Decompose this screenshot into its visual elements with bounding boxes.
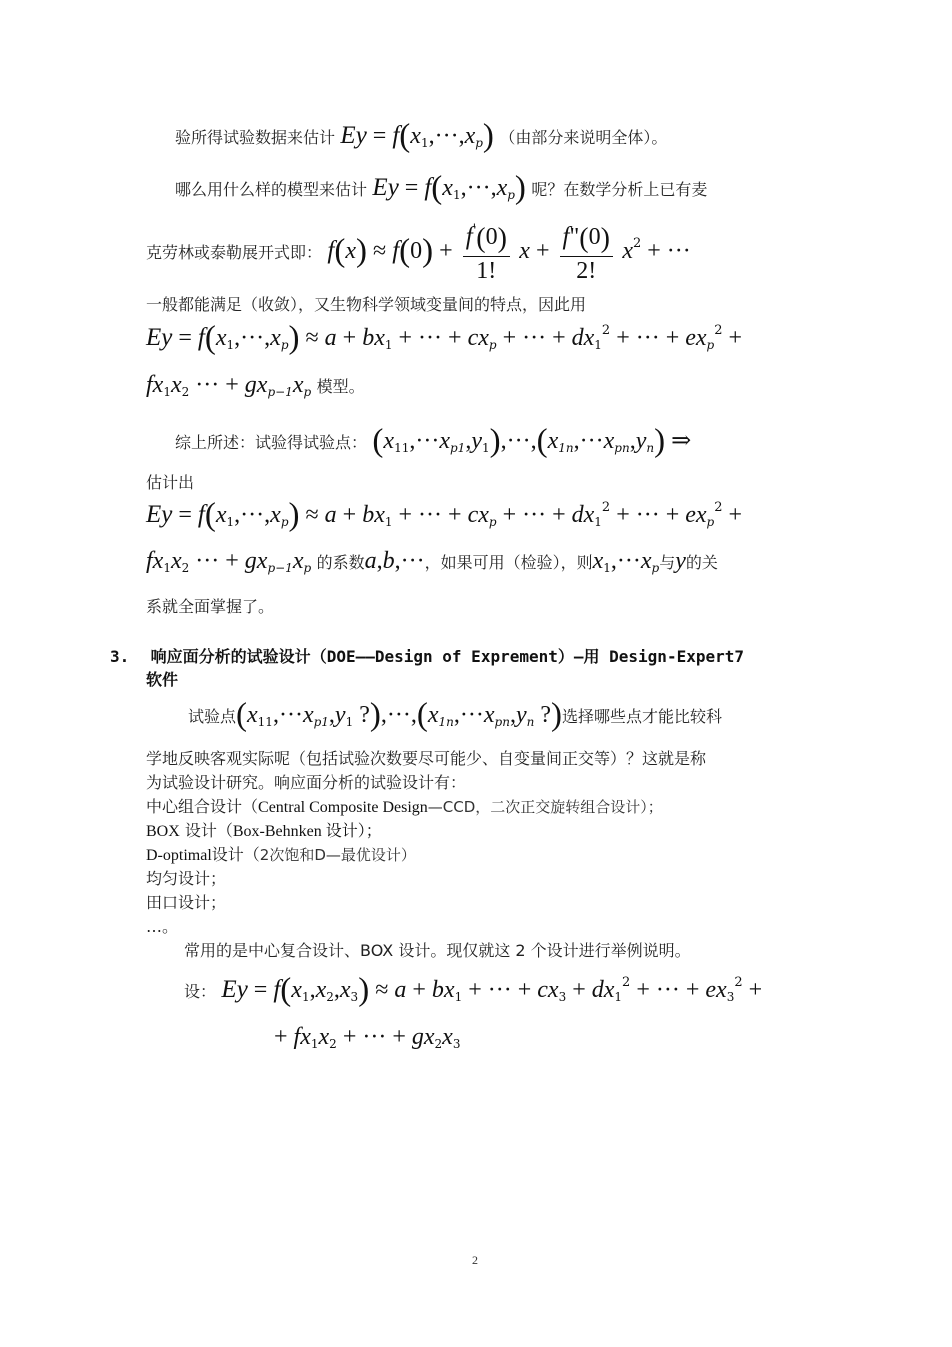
text: ，如果可用（检验），则	[424, 553, 593, 572]
formula-points: $(x_{11},\cdot\cdot\cdot x_{p1},y_1),\cdot\cdot\cdot,(x_{1n},\cdot\cdot\cdot x_{pn},y_n)$ ⇒	[372, 423, 692, 459]
formula-ey: $Ey = f(x_1,\cdot\cdot\cdot,x_p)$	[340, 118, 494, 154]
paragraph-line-1	[175, 118, 667, 155]
section-title-en: （DOE——Design of Exprement）—用 Design-Expert7	[310, 647, 745, 666]
list-item-text: 2次饱和D—最优设计）	[259, 846, 416, 864]
section-number: 3.	[110, 647, 130, 666]
paragraph-line-4	[146, 292, 586, 315]
text: 常用的是中心复合设计、BOX 设计。现仅就这 2 个设计进行举例说明。	[184, 941, 691, 960]
text: 学地反映客观实际呢（包括试验次数要尽可能少、自变量间正交等）？这就是称	[146, 749, 707, 768]
list-item-text: 均匀设计；	[146, 869, 227, 888]
list-item-text: 田口设计；	[146, 893, 227, 912]
formula-final: 设： $Ey = f(x_1,x_2,x_3) \approx a + bx_1$ + ··· + $cx_3 + dx_1^2$ + ··· + $ex_3^2$ +	[184, 972, 763, 1008]
list-item-text: BOX	[146, 823, 180, 840]
text: 试验点	[188, 707, 237, 726]
list-item-text: 中心组合设计（	[146, 797, 259, 816]
text: 设：	[184, 982, 217, 1001]
text: 哪么用什么样的模型来估计	[175, 180, 368, 199]
list-item	[146, 794, 663, 817]
list-item-text: 设计（	[179, 821, 233, 840]
text: 为试验设计研究。响应面分析的试验设计有：	[146, 773, 467, 792]
text: 验所得试验数据来估计	[175, 128, 336, 147]
text: 选择哪些点才能比较科	[562, 707, 723, 726]
paragraph-line-14	[146, 770, 466, 793]
paragraph-line-15	[184, 938, 691, 961]
list-item	[146, 866, 226, 889]
paragraph-line-7	[175, 423, 691, 460]
paragraph-line-2	[175, 170, 707, 207]
text: 呢？在数学分析上已有麦	[531, 180, 708, 199]
formula-maclaurin: f(x) ≈ f(0) + $\frac{f'(0)}{1!}$ x + $\frac{f"(0)}{2!}$ $x^2$ + ···	[327, 222, 691, 284]
text: 的系数	[316, 553, 365, 572]
section-title-cont: 软件	[146, 670, 179, 689]
list-item-text: …。	[146, 917, 179, 936]
text: 模型。	[316, 377, 365, 396]
text: 的关	[685, 553, 718, 572]
formula-ey: $Ey = f(x_1,\cdot\cdot\cdot,x_p)$	[372, 170, 526, 206]
paragraph-line-12	[188, 697, 722, 734]
paragraph-line-11	[146, 594, 274, 617]
text: 一般都能满足（收敛），又生物科学领域变量间的特点，因此用	[146, 295, 587, 314]
formula-model-1: $Ey = f(x_1,\cdot\cdot\cdot,x_p) \approx a + bx_1$ + ··· + $cx_p$ + ··· + $dx_1^2$ + ··· + $ex_p^2$ +	[146, 320, 743, 356]
list-item	[146, 842, 416, 865]
text: 系就全面掌握了。	[146, 597, 275, 616]
list-item	[146, 890, 226, 913]
text: 与	[659, 553, 676, 572]
paragraph-line-13	[146, 746, 706, 769]
section-title-cn: 响应面分析的试验设计	[150, 647, 311, 666]
list-item	[146, 914, 178, 937]
text: 克劳林或泰勒展开式即：	[146, 243, 323, 262]
section-heading-cont	[146, 667, 178, 690]
paragraph-line-10: $fx_1x_2$ ··· + $gx_{p-1}x_p$ 的系数a,b,···，如果可用（检验），则$x_1,\cdot\cdot\cdot x_p$与y的关	[146, 548, 718, 575]
formula-final-cont: + $fx_1x_2$ + ··· + $gx_2x_3$	[274, 1024, 461, 1051]
page-number: 2	[472, 1253, 478, 1267]
list-item-text: D-optimal	[146, 847, 212, 864]
text: 估计出	[146, 473, 195, 492]
text: （由部分来说明全体）。	[499, 128, 668, 147]
paragraph-line-8	[146, 470, 194, 493]
list-item-text: Box-Behnken 设计）；	[232, 823, 382, 840]
section-heading	[110, 644, 744, 667]
formula-model-1-cont: $fx_1x_2$ ··· + $gx_{p-1}x_p$ 模型。	[146, 372, 365, 399]
paragraph-line-3	[146, 222, 691, 285]
list-item-text: 设计（	[211, 845, 260, 864]
formula-model-2: $Ey = f(x_1,\cdot\cdot\cdot,x_p) \approx a + bx_1$ + ··· + $cx_p$ + ··· + $dx_1^2$ + ··· + $ex_p^2$ +	[146, 497, 743, 533]
text: 综上所述：试验得试验点：	[175, 433, 368, 452]
list-item-text: Central Composite Design	[258, 799, 428, 816]
formula-test-points: ($x_{11},\cdot\cdot\cdot x_{p1},y_1$ $?),\cdot\cdot\cdot,(x_{1n},\cdot\cdot\cdot x_{pn},y_n$ ?)	[236, 697, 562, 733]
list-item-text: —CCD，二次正交旋转组合设计）；	[427, 798, 663, 816]
list-item	[146, 818, 382, 841]
